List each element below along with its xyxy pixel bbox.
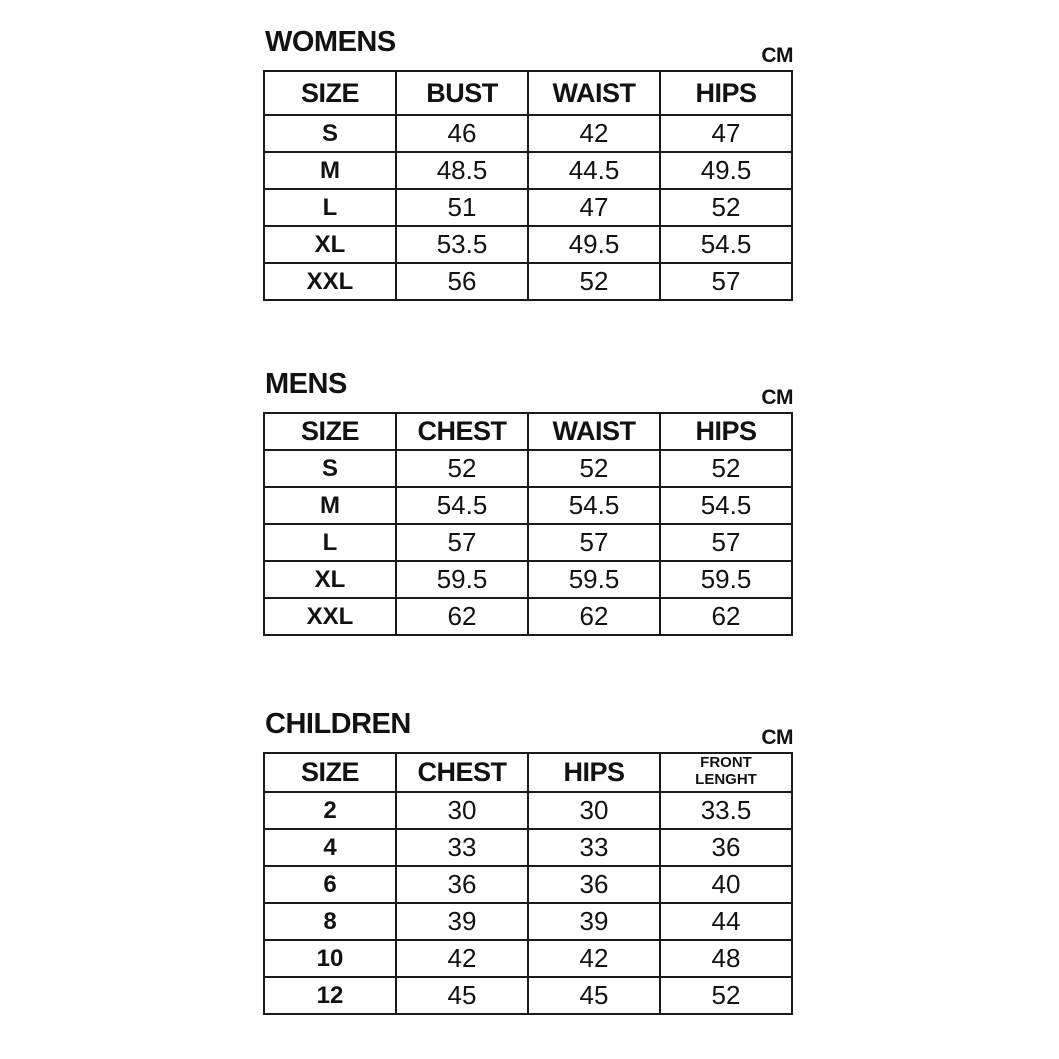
children-col-size: SIZE: [264, 753, 396, 792]
value-cell: 52: [528, 450, 660, 487]
value-cell: 52: [660, 189, 792, 226]
size-cell: M: [264, 152, 396, 189]
size-cell: 4: [264, 829, 396, 866]
table-row: [264, 940, 792, 977]
children-col-hips: HIPS: [528, 753, 660, 792]
value-cell: 59.5: [528, 561, 660, 598]
value-cell: 47: [660, 115, 792, 152]
value-cell: 54.5: [396, 487, 528, 524]
value-cell: 49.5: [528, 226, 660, 263]
size-cell: 12: [264, 977, 396, 1014]
value-cell: 62: [660, 598, 792, 635]
value-cell: 57: [528, 524, 660, 561]
value-cell: 33: [528, 829, 660, 866]
value-cell: 39: [396, 903, 528, 940]
table-row: [264, 561, 792, 598]
table-row: [264, 189, 792, 226]
womens-header-row: [264, 71, 792, 115]
womens-title: WOMENS: [265, 26, 396, 58]
womens-col-bust: BUST: [396, 71, 528, 115]
value-cell: 59.5: [660, 561, 792, 598]
value-cell: 49.5: [660, 152, 792, 189]
value-cell: 36: [660, 829, 792, 866]
table-row: [264, 263, 792, 300]
value-cell: 62: [396, 598, 528, 635]
size-cell: 8: [264, 903, 396, 940]
value-cell: 47: [528, 189, 660, 226]
value-cell: 48: [660, 940, 792, 977]
value-cell: 46: [396, 115, 528, 152]
children-unit-label: CM: [761, 726, 793, 749]
children-col-front-length: [660, 753, 792, 792]
size-cell: L: [264, 189, 396, 226]
womens-unit-label: CM: [761, 44, 793, 67]
table-row: [264, 866, 792, 903]
womens-section-header: [263, 22, 793, 70]
value-cell: 33: [396, 829, 528, 866]
mens-size-table: [263, 412, 793, 636]
size-cell: XL: [264, 561, 396, 598]
table-row: [264, 829, 792, 866]
table-row: [264, 152, 792, 189]
value-cell: 53.5: [396, 226, 528, 263]
mens-section: [263, 364, 793, 636]
value-cell: 54.5: [660, 226, 792, 263]
value-cell: 33.5: [660, 792, 792, 829]
mens-col-size: SIZE: [264, 413, 396, 450]
children-title: CHILDREN: [265, 708, 411, 740]
value-cell: 39: [528, 903, 660, 940]
size-cell: S: [264, 450, 396, 487]
table-row: [264, 226, 792, 263]
value-cell: 42: [528, 115, 660, 152]
value-cell: 54.5: [528, 487, 660, 524]
table-row: [264, 598, 792, 635]
value-cell: 45: [396, 977, 528, 1014]
womens-section: [263, 22, 793, 301]
value-cell: 44.5: [528, 152, 660, 189]
mens-col-waist: WAIST: [528, 413, 660, 450]
value-cell: 40: [660, 866, 792, 903]
value-cell: 30: [396, 792, 528, 829]
value-cell: 56: [396, 263, 528, 300]
size-cell: M: [264, 487, 396, 524]
size-cell: S: [264, 115, 396, 152]
table-row: [264, 487, 792, 524]
table-row: [264, 115, 792, 152]
children-col-chest: CHEST: [396, 753, 528, 792]
size-cell: 2: [264, 792, 396, 829]
value-cell: 52: [528, 263, 660, 300]
mens-col-chest: CHEST: [396, 413, 528, 450]
size-cell: L: [264, 524, 396, 561]
womens-col-hips: HIPS: [660, 71, 792, 115]
value-cell: 54.5: [660, 487, 792, 524]
value-cell: 62: [528, 598, 660, 635]
size-cell: 10: [264, 940, 396, 977]
value-cell: 48.5: [396, 152, 528, 189]
mens-section-header: [263, 364, 793, 412]
value-cell: 57: [660, 263, 792, 300]
womens-col-waist: WAIST: [528, 71, 660, 115]
front-length-label: FRONT LENGHT: [695, 754, 757, 788]
children-size-table: [263, 752, 793, 1015]
mens-title: MENS: [265, 368, 347, 400]
children-section-header: [263, 704, 793, 752]
value-cell: 30: [528, 792, 660, 829]
value-cell: 51: [396, 189, 528, 226]
table-row: [264, 977, 792, 1014]
value-cell: 36: [396, 866, 528, 903]
value-cell: 57: [396, 524, 528, 561]
table-row: [264, 903, 792, 940]
table-row: [264, 450, 792, 487]
womens-size-table: [263, 70, 793, 301]
value-cell: 36: [528, 866, 660, 903]
value-cell: 42: [528, 940, 660, 977]
value-cell: 52: [660, 977, 792, 1014]
value-cell: 59.5: [396, 561, 528, 598]
value-cell: 42: [396, 940, 528, 977]
value-cell: 44: [660, 903, 792, 940]
mens-unit-label: CM: [761, 386, 793, 409]
children-header-row: [264, 753, 792, 792]
size-cell: XL: [264, 226, 396, 263]
value-cell: 52: [660, 450, 792, 487]
mens-col-hips: HIPS: [660, 413, 792, 450]
value-cell: 45: [528, 977, 660, 1014]
children-section: [263, 704, 793, 1015]
table-row: [264, 792, 792, 829]
size-cell: 6: [264, 866, 396, 903]
womens-col-size: SIZE: [264, 71, 396, 115]
value-cell: 52: [396, 450, 528, 487]
mens-header-row: [264, 413, 792, 450]
size-cell: XXL: [264, 598, 396, 635]
table-row: [264, 524, 792, 561]
value-cell: 57: [660, 524, 792, 561]
size-cell: XXL: [264, 263, 396, 300]
